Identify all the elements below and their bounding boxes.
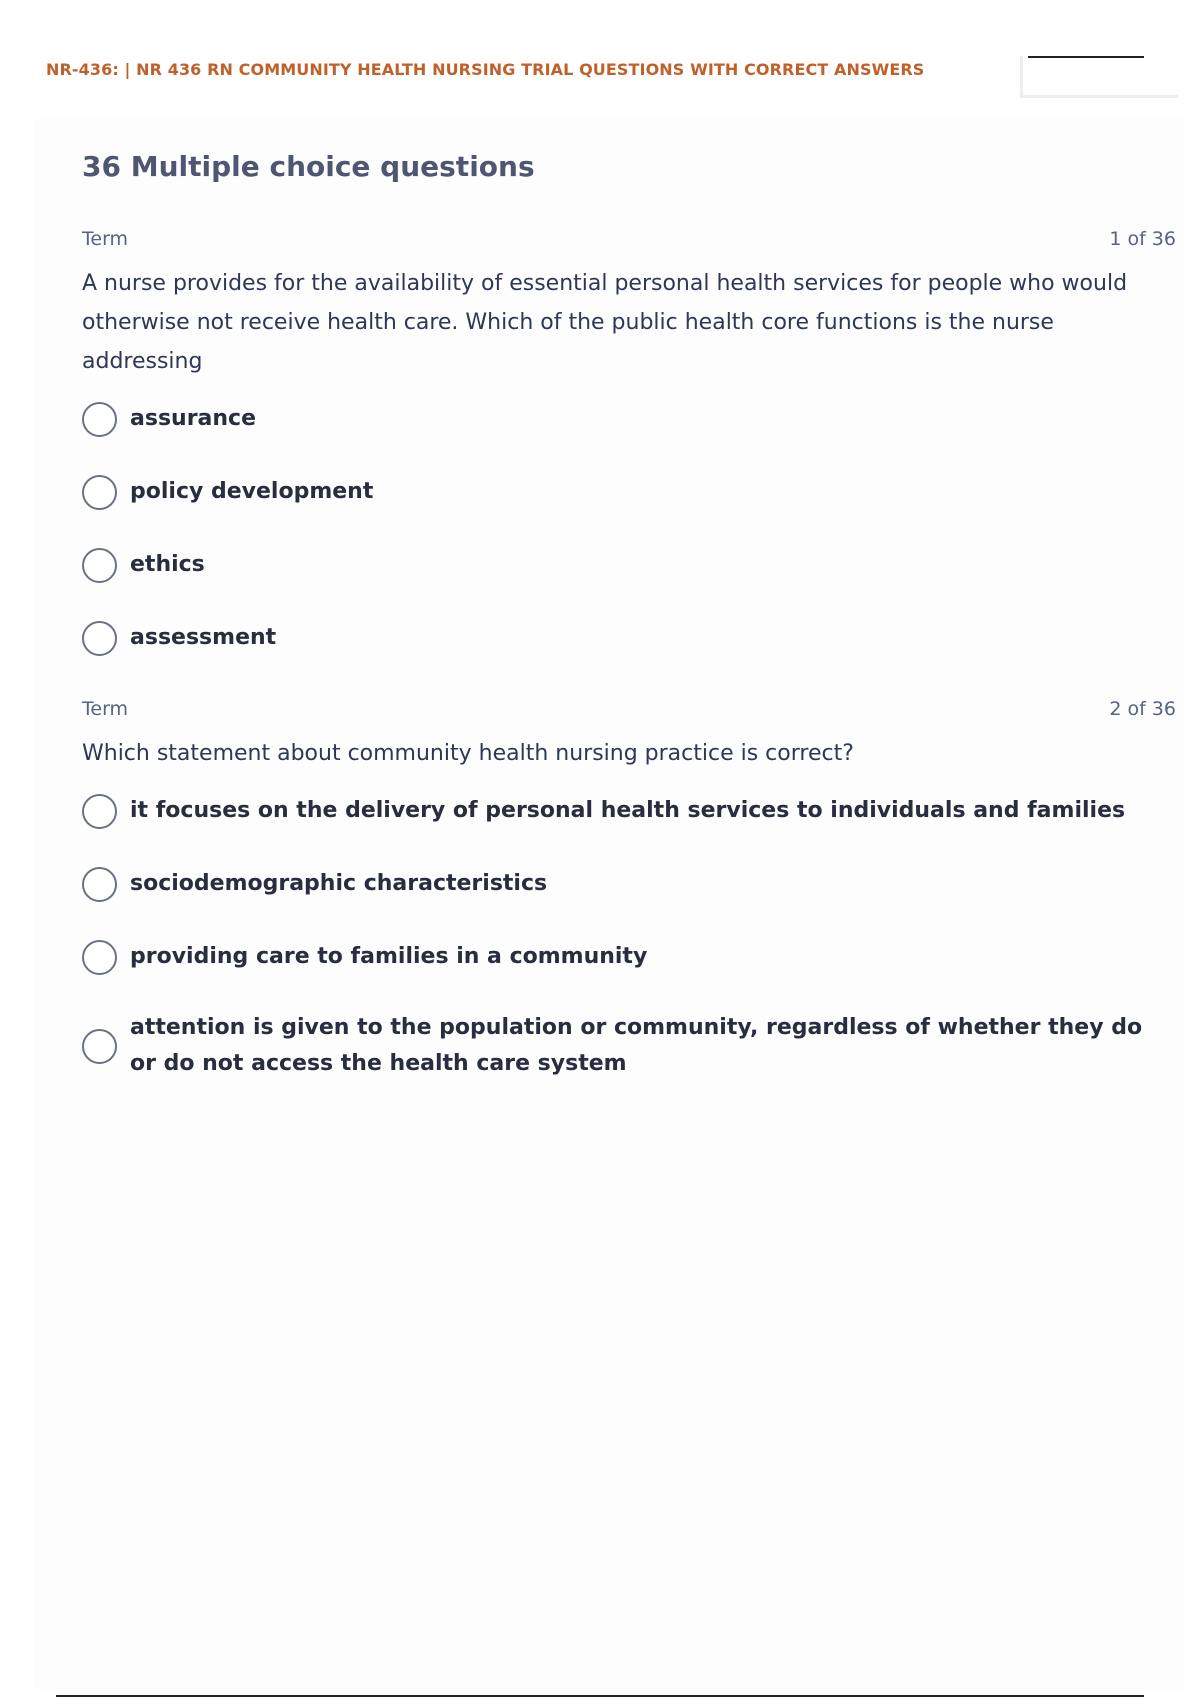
card-head [82, 226, 1176, 256]
answer-option[interactable] [82, 1010, 1176, 1082]
answer-option[interactable] [82, 545, 1176, 585]
answer-option-label[interactable]: ethics [130, 552, 205, 577]
answer-options [82, 791, 1176, 1082]
answer-option-label[interactable]: it focuses on the delivery of personal health services to individuals and families [130, 798, 1126, 823]
answer-option[interactable] [82, 618, 1176, 658]
radio-button[interactable] [82, 1029, 117, 1064]
radio-button[interactable] [82, 621, 117, 656]
answer-option-label[interactable]: policy development [130, 479, 374, 504]
answer-option[interactable] [82, 472, 1176, 512]
footer-rule [56, 1695, 1144, 1697]
answer-option-label[interactable]: attention is given to the population or community, regardless of whether they do or do not access the health care system [130, 1015, 1143, 1076]
term-label: Term [82, 228, 129, 250]
question-counter: 2 of 36 [1109, 698, 1176, 720]
radio-button[interactable] [82, 794, 117, 829]
question-text: Which statement about community health nursing practice is correct? [82, 741, 854, 766]
answer-option-label[interactable]: assurance [130, 406, 257, 431]
radio-button[interactable] [82, 548, 117, 583]
question-card-1 [82, 226, 1176, 658]
radio-button[interactable] [82, 402, 117, 437]
answer-option[interactable] [82, 791, 1176, 831]
question-card-2 [82, 696, 1176, 1082]
radio-button[interactable] [82, 867, 117, 902]
answer-option[interactable] [82, 864, 1176, 904]
radio-button[interactable] [82, 475, 117, 510]
answer-option[interactable] [82, 399, 1176, 439]
answer-option[interactable] [82, 937, 1176, 977]
answer-option-label[interactable]: sociodemographic characteristics [130, 871, 548, 896]
question-text: A nurse provides for the availability of essential personal health services for people who would otherwise not receive health care. Which of the public health core functions is the nurse addressing [82, 271, 1128, 374]
question-counter: 1 of 36 [1109, 228, 1176, 250]
document-header: NR-436: | NR 436 RN COMMUNITY HEALTH NURSING TRIAL QUESTIONS WITH CORRECT ANSWERS [46, 60, 925, 79]
section-title: 36 Multiple choice questions [82, 150, 535, 183]
answer-option-label[interactable]: assessment [130, 625, 277, 650]
card-head [82, 696, 1176, 726]
answer-option-label[interactable]: providing care to families in a community [130, 944, 648, 969]
answer-options [82, 399, 1176, 658]
header-rule [1028, 56, 1144, 58]
term-label: Term [82, 698, 129, 720]
header-box [1020, 56, 1178, 98]
radio-button[interactable] [82, 940, 117, 975]
